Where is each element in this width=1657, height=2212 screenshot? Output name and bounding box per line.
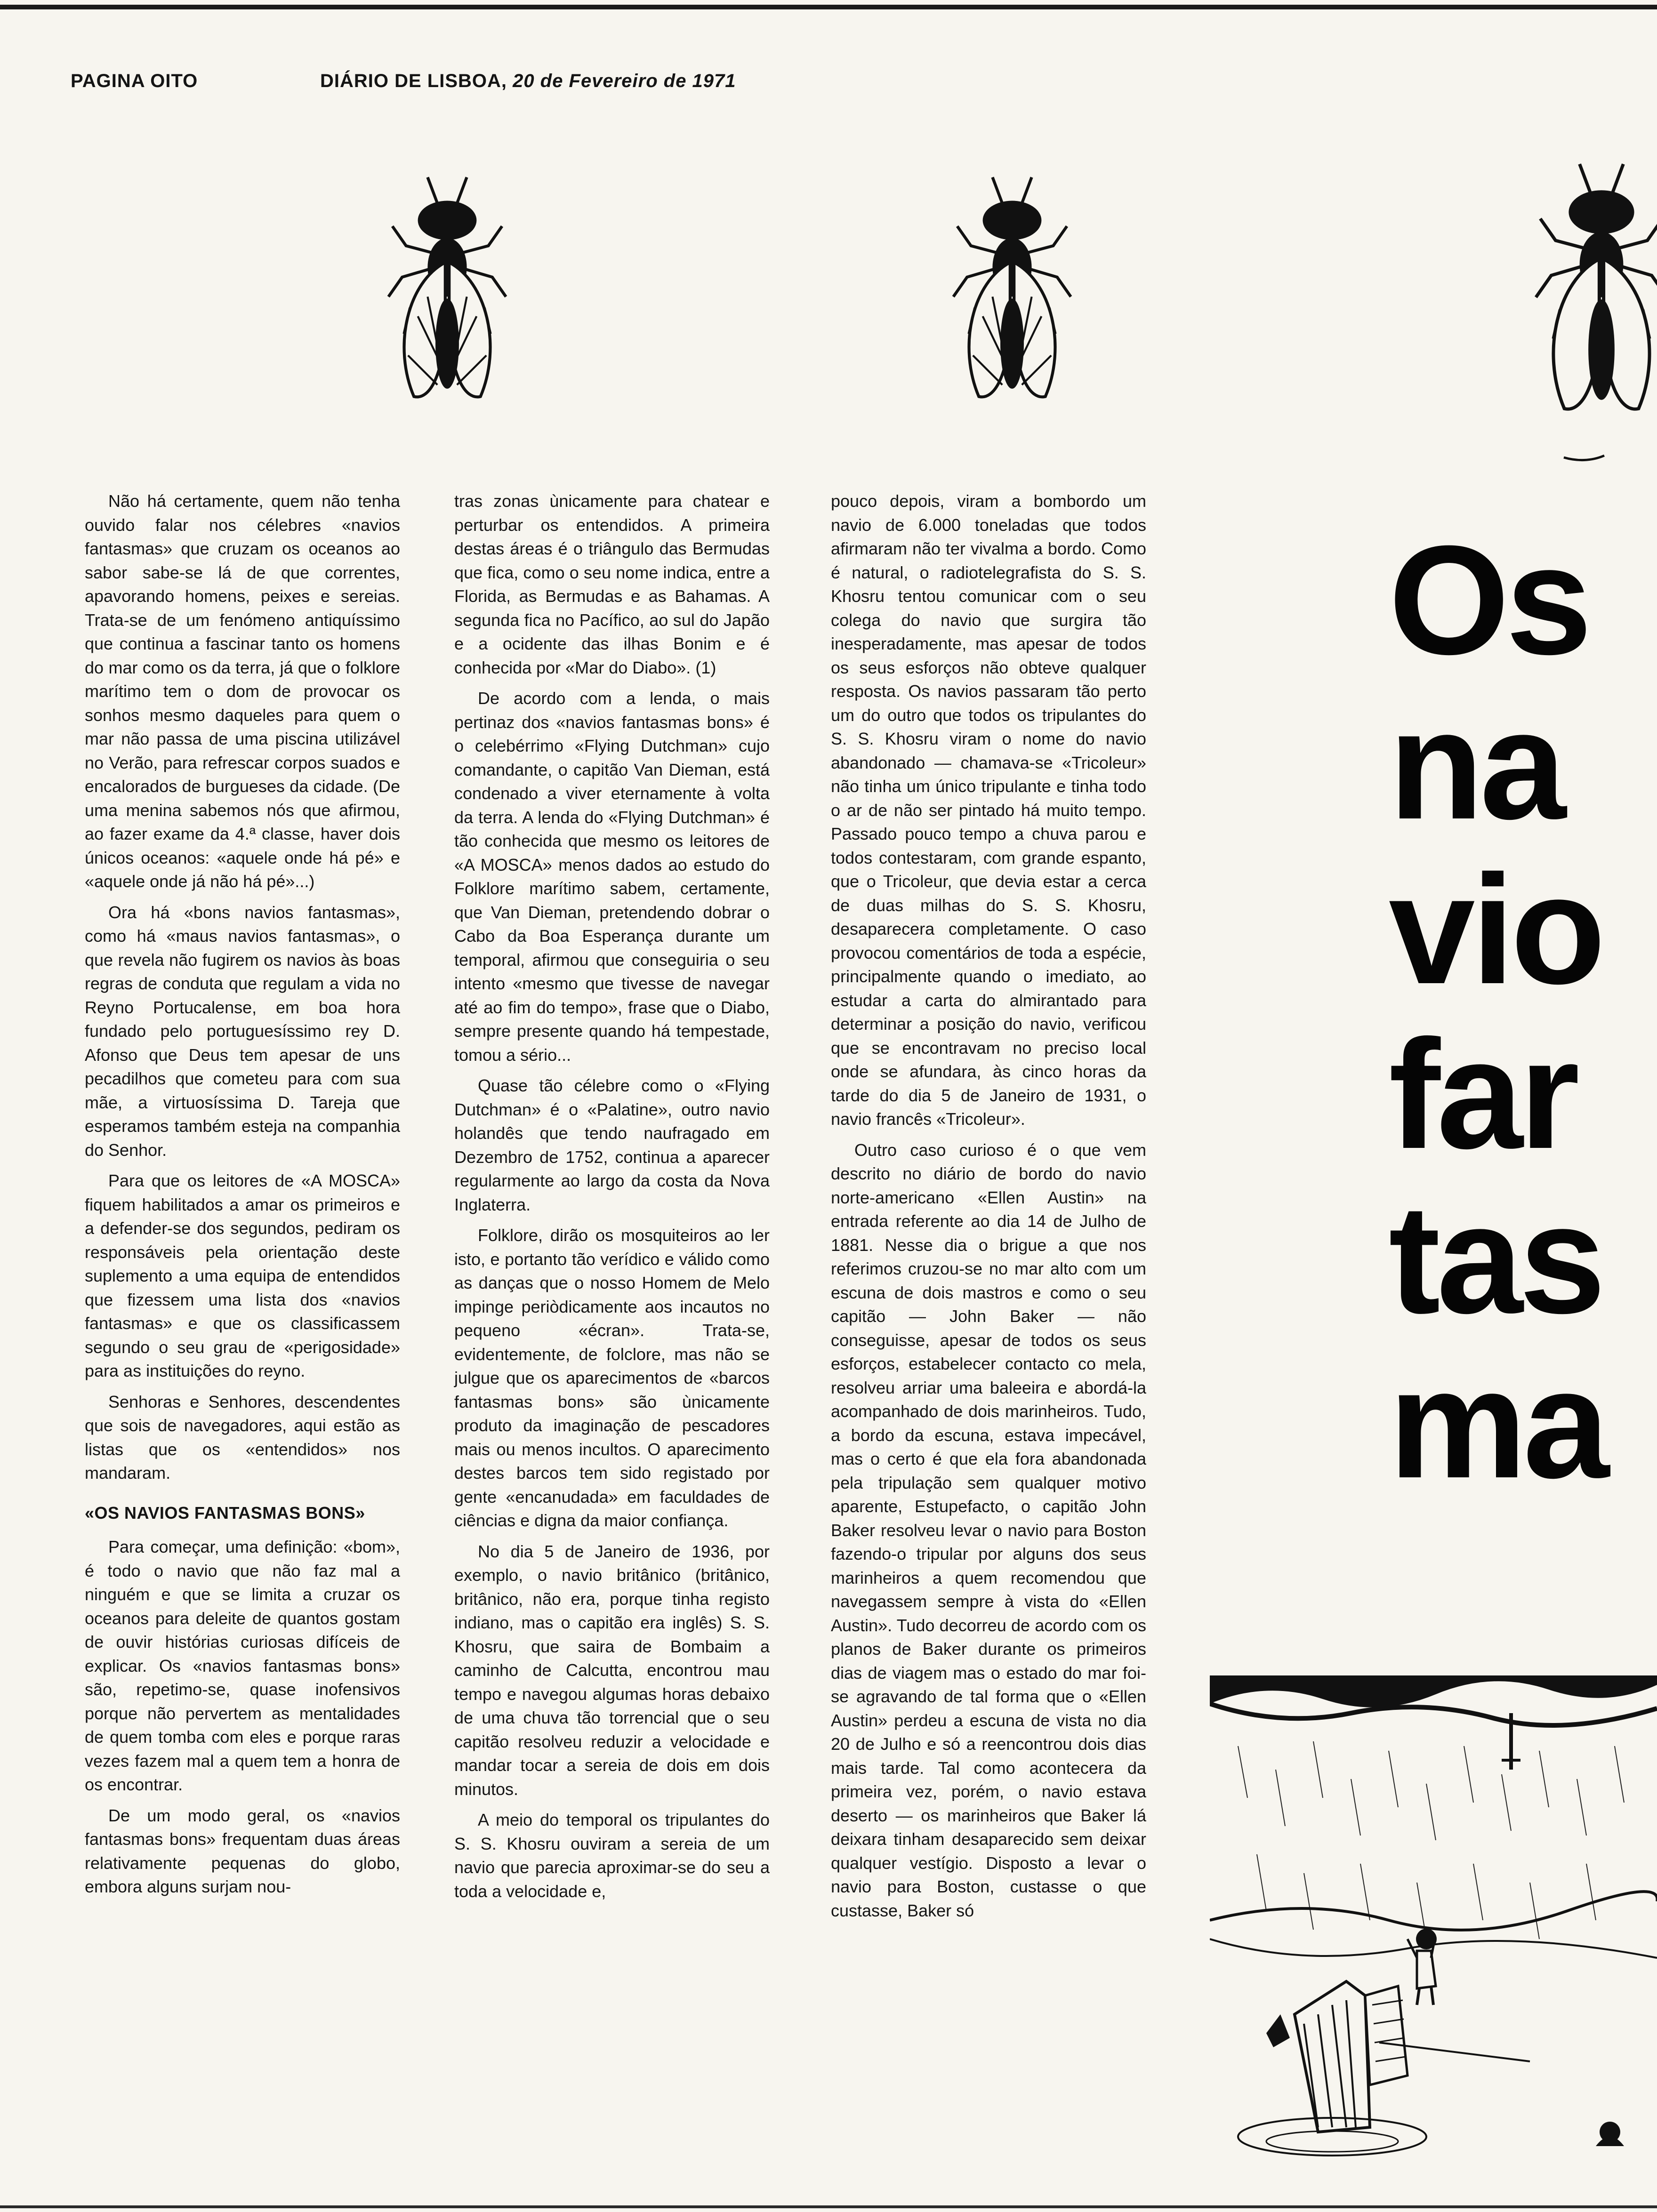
article-column-3 bbox=[831, 489, 1146, 1930]
article-column-1 bbox=[85, 489, 400, 1906]
paragraph: A meio do temporal os tripulantes do S. S. Khosru ouviram a sereia de um navio que parecia aproximar-se do seu a toda a velocidade e, bbox=[454, 1810, 770, 1901]
cartoon-illustration bbox=[1210, 1675, 1657, 2174]
fly-icon bbox=[913, 169, 1111, 414]
fly-illustration-1 bbox=[348, 169, 546, 414]
title-line: Os bbox=[1389, 522, 1589, 687]
edge-ink-mark bbox=[1563, 452, 1605, 466]
title-line: vio bbox=[1389, 842, 1602, 1016]
title-line: ma bbox=[1389, 1337, 1606, 1510]
paragraph: De um modo geral, os «navios fantasmas bons» frequentam duas áreas relativamente pequenas do globo, embora alguns surjam nou- bbox=[85, 1805, 400, 1896]
paragraph: pouco depois, viram a bombordo um navio de 6.000 toneladas que todos afirmaram não ter vivalma a bordo. Como é natural, o radiotelegrafista do S. S. Khosru tentou comunicar com o seu colega do navio que surgira tão inesperadamente, mas apesar de todos os seus esforços não obteve qualquer resposta. Os navios passaram tão perto um do outro que todos os tripulantes do S. S. Khosru viram o nome do navio abandonado — chamava-se «Tricoleur» não tinha um único tripulante e tinha todo o ar de não ser pintado há muito tempo. Passado pouco tempo a chuva parou e todos contestaram, com grande espanto, que o Tricoleur, que devia estar a cerca de duas milhas do S. S. Khosru, desaparecera completamente. O caso provocou comentários de toda a espécie, principalmente quando o imediato, ao estudar a carta do almirantado para determinar a posição do navio, verificou que se encontravam no preciso local onde se afundara, às cinco horas da tarde do dia 5 de Janeiro de 1931, o navio francês «Tricoleur». bbox=[831, 491, 1146, 1129]
paragraph: Para que os leitores de «A MOSCA» fiquem habilitados a amar os primeiros e a defender-se dos segundos, pediram os responsáveis pela orientação deste suplemento a uma equipa de entendidos que fizessem uma lista dos «navios fantasmas» e que os classificassem segundo o seu grau de «perigosidade» para as instituições do reyno. bbox=[85, 1171, 400, 1380]
bottom-rule bbox=[0, 2205, 1657, 2208]
paragraph: De acordo com a lenda, o mais pertinaz dos «navios fantasmas bons» é o celebérrimo «Flying Dutchman» cujo comandante, o capitão Van Dieman, está condenado a viver eternamente à volta da terra. A lenda do «Flying Dutchman» é tão conhecida que mesmo os leitores de «A MOSCA» menos dados ao estudo do Folklore marítimo sabem, certamente, que Van Dieman, pretendendo dobrar o Cabo da Boa Esperança durante um temporal, afirmou que conseguiria o seu intento «mesmo que tivesse de navegar até ao fim do tempo», frase que o Diabo, sempre presente quando há tempestade, tomou a sério... bbox=[454, 689, 770, 1065]
issue-date: 20 de Fevereiro de 1971 bbox=[513, 71, 736, 91]
article-title bbox=[1389, 522, 1657, 1511]
paragraph: Ora há «bons navios fantasmas», como há «maus navios fantasmas», o que revela não fugirem os navios às boas regras de conduta que regulam a vida no Reyno Portucalense, em boa hora fundado pelo portuguesíssimo rey D. Afonso que Deus tem apesar de uns pecadilhos que cometeu para com sua mãe, a virtuosíssima D. Tareja que esperamos também esteja na companhia do Senhor. bbox=[85, 902, 400, 1160]
page-number-label: PAGINA OITO bbox=[71, 71, 198, 91]
paragraph: tras zonas ùnicamente para chatear e perturbar os entendidos. A primeira destas áreas é o triângulo das Bermudas que fica, como o seu nome indica, entre a Florida, as Bermudas e as Bahamas. A segunda fica no Pacífico, ao sul do Japão e a ocidente das ilhas Bonim e é conhecida por «Mar do Diabo». (1) bbox=[454, 491, 770, 677]
paragraph: Outro caso curioso é o que vem descrito no diário de bordo do navio norte-americano «Ellen Austin» na entrada referente ao dia 14 de Julho de 1881. Nesse dia o brigue a que nos referimos cruzou-se no mar alto com um escuna de dois mastros e como o seu capitão — John Baker — não conseguisse, apesar de todos os seus esforços, estabelecer contacto co mela, resolveu arriar uma baleeira e abordá-la acompanhado de dois marinheiros. Tudo, a bordo da escuna, estava impecável, mas o certo é que ela fora abandonada pela tripulação sem qualquer motivo aparente, Estupefacto, o capitão John Baker resolveu levar o navio para Boston fazendo-o tripular por alguns dos seus marinheiros a quem recomendou que navegassem sempre à vista do «Ellen Austin». Tudo decorreu de acordo com os planos de Baker durante os primeiros dias de viagem mas o estado do mar foi-se agravando de tal forma que o «Ellen Austin» perdeu a escuna de vista no dia 20 de Julho e só a reencontrou dois dias mais tarde. Tal como acontecera da primeira vez, porém, o navio estava deserto — os marinheiros que Baker lá deixara tinham desaparecido sem deixar qualquer vestígio. Disposto a levar o navio para Boston, custasse o que custasse, Baker só bbox=[831, 1140, 1146, 1920]
title-line: tas bbox=[1389, 1172, 1602, 1346]
paragraph: Para começar, uma definição: «bom», é todo o navio que não faz mal a ninguém e que se limita a cruzar os oceanos para deleite de quantos gostam de ouvir histórias curiosas difíceis de explicar. Os «navios fantasmas bons» são, repetimo-se, quase inofensivos porque não pervertem as mentalidades de quem tomba com eles e porque raras vezes fazem mal a quem tem a honra de os encontrar. bbox=[85, 1537, 400, 1794]
fly-icon bbox=[348, 169, 546, 414]
fly-icon bbox=[1492, 155, 1657, 428]
paragraph: Senhoras e Senhores, descendentes que sois de navegadores, aqui estão as listas que os «entendidos» nos mandaram. bbox=[85, 1392, 400, 1483]
title-line: far bbox=[1389, 1007, 1576, 1181]
article-column-2 bbox=[454, 489, 770, 1910]
section-heading: «OS NAVIOS FANTASMAS BONS» bbox=[85, 1503, 365, 1523]
rain-ship-cartoon bbox=[1210, 1675, 1657, 2174]
paragraph: Folklore, dirão os mosquiteiros ao ler isto, e portanto tão verídico e válido como as danças que o nosso Homem de Melo impinge periòdicamente aos incautos no pequeno «écran». Trata-se, evidentemente, de folclore, mas não se julgue que os aparecimentos de «barcos fantasmas bons» são ùnicamente produto da imaginação de pescadores mais ou menos incultos. O aparecimento destes barcos tem sido registado por gente «encanudada» em faculdades de ciências e digna da maior confiança. bbox=[454, 1226, 770, 1530]
title-line: na bbox=[1389, 678, 1563, 851]
paragraph: Quase tão célebre como o «Flying Dutchman» é o «Palatine», outro navio holandês que tendo naufragado em Dezembro de 1752, continua a aparecer regularmente ao largo da costa da Nova Inglaterra. bbox=[454, 1076, 770, 1214]
newspaper-name: DIÁRIO DE LISBOA, bbox=[320, 71, 507, 91]
fly-illustration-2 bbox=[913, 169, 1111, 414]
top-rule bbox=[0, 5, 1657, 9]
paragraph: No dia 5 de Janeiro de 1936, por exemplo, o navio britânico (britânico, britânico, não era, porque tinha registo indiano, mas o capitão era inglês) S. S. Khosru, que saira de Bombaim a caminho de Calcutta, encontrou mau tempo e navegou algumas horas debaixo de uma chuva tão torrencial que o seu capitão resolveu reduzir a velocidade e mandar tocar a sereia de dois em dois minutos. bbox=[454, 1541, 770, 1799]
fly-illustration-3 bbox=[1492, 155, 1657, 428]
paragraph: Não há certamente, quem não tenha ouvido falar nos célebres «navios fantasmas» que cruzam os oceanos ao sabor sabe-se lá de que correntes, apavorando homens, peixes e sereias. Trata-se de um fenómeno antiquíssimo que continua a fascinar tanto os homens do mar como os da terra, já que o folklore marítimo tem o dom de provocar os sonhos mesmo daqueles para quem o mar não passa de uma piscina utilizável no Verão, para refrescar corpos suados e encalorados de burgueses da cidade. (De uma menina sabemos nós que afirmou, ao fazer exame da 4.ª classe, haver dois únicos oceanos: «aquele onde há pé» e «aquele onde já não há pé»...) bbox=[85, 491, 400, 891]
masthead bbox=[320, 71, 736, 92]
